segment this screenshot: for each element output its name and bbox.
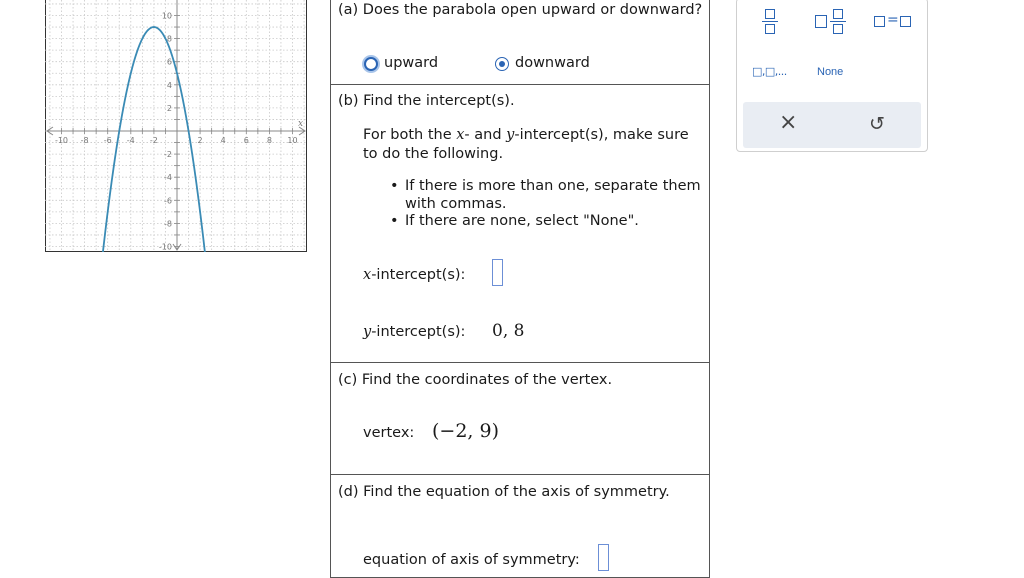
section-divider xyxy=(330,474,710,475)
bullet-marker: • xyxy=(390,213,399,229)
part-d-question: (d) Find the equation of the axis of symmetry. xyxy=(338,484,670,500)
x-intercept-input[interactable] xyxy=(492,259,503,286)
equals-icon: = xyxy=(887,12,899,28)
y-tick-label: 10 xyxy=(161,11,172,21)
x-tick-label: 2 xyxy=(197,136,203,145)
bullet-marker: • xyxy=(390,178,399,194)
fraction-bar-icon xyxy=(762,21,778,22)
axis-symmetry-input[interactable] xyxy=(598,544,609,571)
x-tick-label: 6 xyxy=(243,136,249,145)
y-tick-label: 6 xyxy=(166,57,172,67)
y-tick-label: 2 xyxy=(166,103,172,113)
equation-button[interactable] xyxy=(874,12,916,29)
x-tick-label: -6 xyxy=(103,136,112,145)
part-a-question: (a) Does the parabola open upward or downward? xyxy=(338,2,703,18)
bullet-text: If there are none, select "None". xyxy=(405,213,639,229)
y-tick-label: -8 xyxy=(164,219,172,229)
left-box-icon xyxy=(874,16,885,27)
vertex-input[interactable]: (−2, 9) xyxy=(432,420,500,442)
part-b-question: (b) Find the intercept(s). xyxy=(338,93,515,109)
undo-icon[interactable]: ↺ xyxy=(869,113,885,135)
denominator-box-icon xyxy=(765,24,775,34)
y-tick-label: -10 xyxy=(158,242,172,252)
y-intercept-label: y-intercept(s): xyxy=(363,324,466,340)
denominator-box-icon xyxy=(833,24,843,34)
part-b-instruction: For both the x- and y-intercept(s), make sure xyxy=(363,127,689,143)
section-divider xyxy=(330,362,710,363)
right-box-icon xyxy=(900,16,911,27)
radio-upward[interactable] xyxy=(364,57,378,71)
none-button[interactable]: None xyxy=(817,66,844,78)
x-axis-label: x xyxy=(298,119,304,129)
math-toolbar xyxy=(736,0,928,152)
option-upward-label[interactable]: upward xyxy=(384,55,439,71)
x-tick-label: -10 xyxy=(54,136,69,145)
vertex-label: vertex: xyxy=(363,425,415,441)
parabola-graph xyxy=(45,0,307,252)
x-tick-label: 10 xyxy=(287,136,298,145)
x-tick-label: -2 xyxy=(149,136,158,145)
axis-symmetry-label: equation of axis of symmetry: xyxy=(363,552,580,568)
section-divider xyxy=(330,84,710,85)
fraction-bar-icon xyxy=(830,21,846,22)
x-tick-label: 8 xyxy=(266,136,272,145)
bullet-text: with commas. xyxy=(405,196,507,212)
mixed-number-button[interactable] xyxy=(815,9,847,35)
x-tick-label: -8 xyxy=(80,136,89,145)
list-button[interactable]: □,□,... xyxy=(752,65,787,78)
radio-downward[interactable] xyxy=(495,57,509,71)
toolbar-actions xyxy=(743,102,921,148)
part-b-instruction-line2: to do the following. xyxy=(363,146,504,162)
numerator-box-icon xyxy=(833,9,843,19)
bullet-text: If there is more than one, separate them xyxy=(405,178,701,194)
option-downward-label[interactable]: downward xyxy=(515,55,590,71)
fraction-button[interactable] xyxy=(762,9,778,35)
graph-canvas xyxy=(45,0,307,252)
clear-icon[interactable]: × xyxy=(779,110,798,135)
y-intercept-input[interactable]: 0, 8 xyxy=(492,321,525,341)
y-tick-label: -2 xyxy=(164,150,172,160)
x-tick-label: 4 xyxy=(220,136,226,145)
y-tick-label: -4 xyxy=(164,173,172,183)
y-tick-label: -6 xyxy=(164,196,172,206)
x-tick-label: -4 xyxy=(126,136,135,145)
part-c-question: (c) Find the coordinates of the vertex. xyxy=(338,372,613,388)
x-intercept-label: x-intercept(s): xyxy=(363,267,466,283)
y-tick-label: 8 xyxy=(166,34,172,44)
numerator-box-icon xyxy=(765,9,775,19)
y-tick-label: 4 xyxy=(166,80,172,90)
whole-box-icon xyxy=(815,15,827,28)
